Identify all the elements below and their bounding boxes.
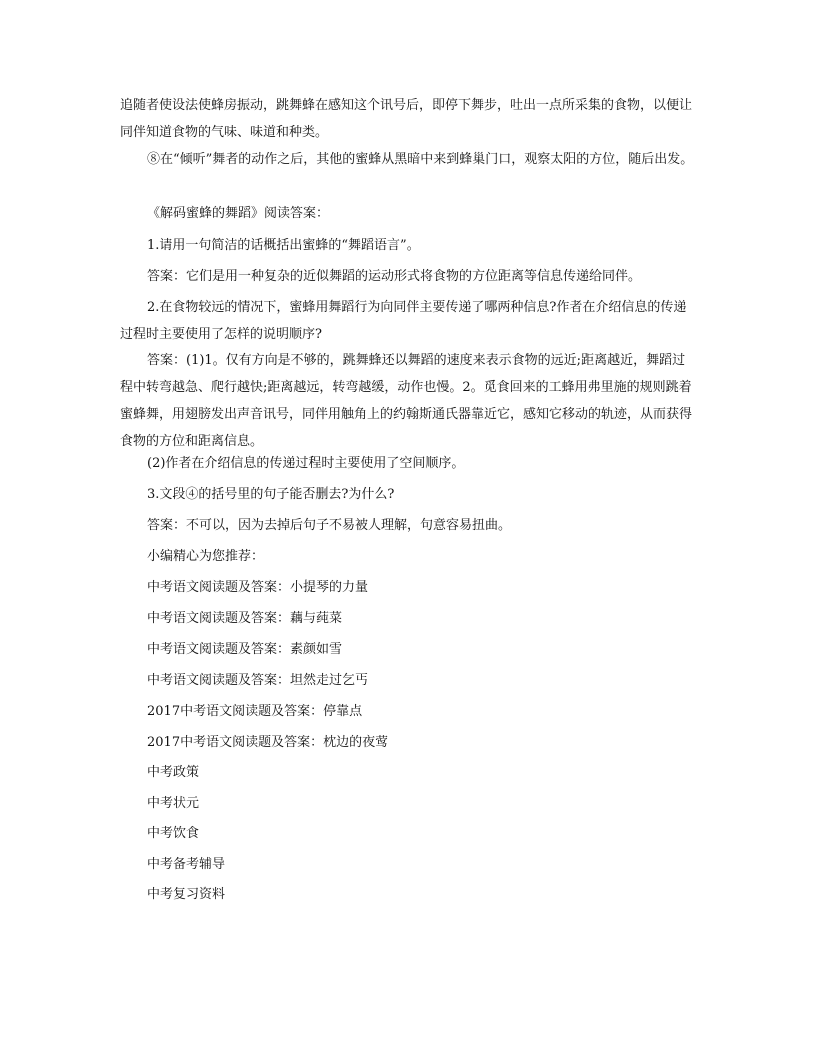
question-1: 1.请用一句简洁的话概括出蜜蜂的“舞蹈语言”。 (147, 238, 420, 253)
answer-1: 答案：它们是用一种复杂的近似舞蹈的运动形式将食物的方位距离等信息传递给同伴。 (147, 269, 642, 284)
list-item[interactable]: 中考语文阅读题及答案：藕与莼菜 (147, 611, 343, 626)
answer-3: 答案：不可以，因为去掉后句子不易被人理解，句意容易扭曲。 (147, 518, 512, 533)
list-item[interactable]: 中考政策 (147, 765, 200, 780)
list-item[interactable]: 中考复习资料 (147, 887, 226, 902)
list-item[interactable]: 2017中考语文阅读题及答案：停靠点 (147, 704, 363, 719)
answer-2-part-1: 答案：(1)1。仅有方向是不够的，跳舞蜂还以舞蹈的速度来表示食物的远近;距离越近，舞蹈过程中转弯越急、爬行越快;距离越远，转弯越缓，动作也慢。2。觅食回来的工蜂用弗里施的规则跳着蜜蜂舞，用翅膀发出声音讯号，同伴用触角上的约翰斯通氏器靠近它，感知它移动的轨迹，从而获得食物的方位和距离信息。 (120, 353, 693, 449)
list-item[interactable]: 中考状元 (147, 796, 200, 811)
answer-2-part-2: (2)作者在介绍信息的传递过程时主要使用了空间顺序。 (147, 456, 465, 471)
question-2: 2.在食物较远的情况下，蜜蜂用舞蹈行为向同伴主要传递了哪两种信息?作者在介绍信息的传递过程时主要使用了怎样的说明顺序? (120, 300, 687, 342)
question-3: 3.文段④的括号里的句子能否删去?为什么? (147, 487, 395, 502)
paragraph-continuation: 追随者使设法使蜂房振动，跳舞蜂在感知这个讯号后，即停下舞步，吐出一点所采集的食物，以便让同伴知道食物的气味、味道和种类。 (120, 98, 693, 140)
recommend-title: 小编精心为您推荐： (147, 549, 265, 564)
list-item[interactable]: 中考语文阅读题及答案：坦然走过乞丐 (147, 673, 369, 688)
list-item[interactable]: 中考语文阅读题及答案：素颜如雪 (147, 642, 343, 657)
list-item[interactable]: 中考语文阅读题及答案：小提琴的力量 (147, 580, 369, 595)
list-item[interactable]: 中考饮食 (147, 826, 200, 841)
answers-heading: 《解码蜜蜂的舞蹈》阅读答案： (147, 206, 330, 221)
paragraph-8: ⑧在“倾听”舞者的动作之后，其他的蜜蜂从黑暗中来到蜂巢门口，观察太阳的方位，随后出发。 (147, 152, 694, 167)
list-item[interactable]: 2017中考语文阅读题及答案：枕边的夜莺 (147, 735, 389, 750)
list-item[interactable]: 中考备考辅导 (147, 857, 226, 872)
